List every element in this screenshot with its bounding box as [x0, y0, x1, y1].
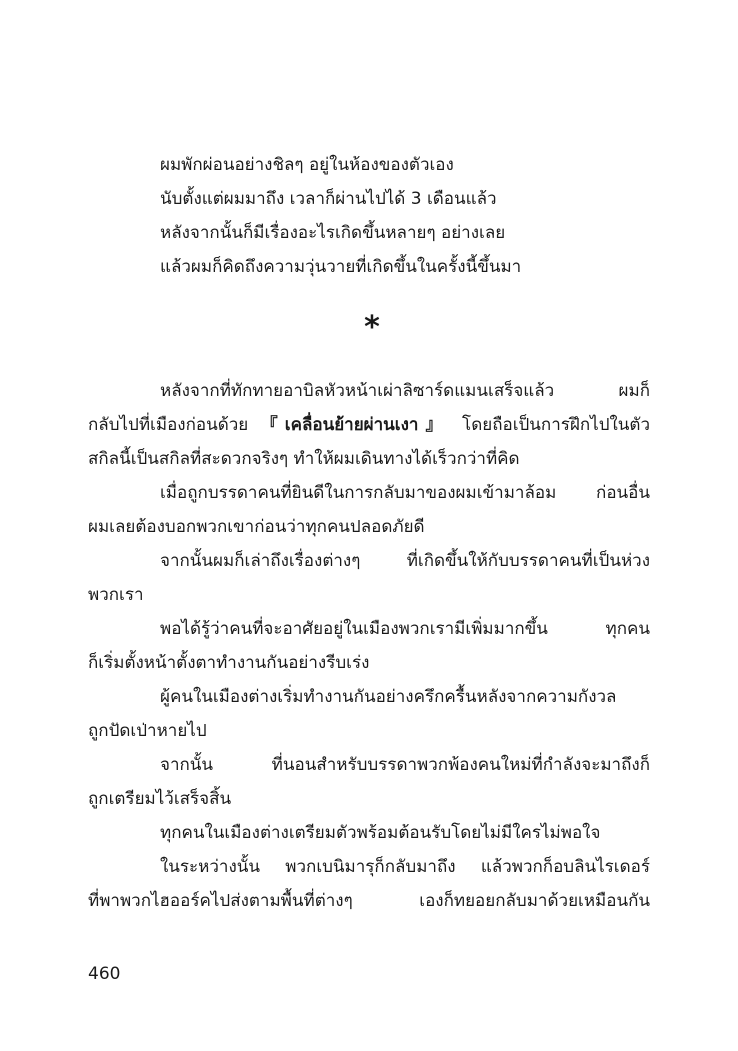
paragraph-line: ถูกเตรียมไว้เสร็จสิ้น — [88, 789, 232, 809]
body-text — [88, 374, 650, 918]
paragraph-line: ผู้คนในเมืองต่างเริ่มทำงานกันอย่างครึกครื้นหลังจากความกังวล — [160, 687, 617, 707]
paragraph-line: ในระหว่างนั้น พวกเบนิมารุก็กลับมาถึง แล้วพวกก็อบลินไรเดอร์ — [160, 857, 650, 877]
text-span: โดยถือเป็นการฝึกไปในตัว — [449, 415, 650, 435]
paragraph-line: หลังจากที่ทักทายอาบิลหัวหน้าเผ่าลิซาร์ดแมนเสร็จแล้ว ผมก็ — [160, 381, 650, 401]
paragraph-line: สกิลนี้เป็นสกิลที่สะดวกจริงๆ ทำให้ผมเดินทางได้เร็วกว่าที่คิด — [88, 449, 520, 469]
skill-name: 『เคลื่อนย้ายผ่านเงา』 — [260, 415, 450, 435]
paragraph-line — [88, 408, 650, 442]
intro-line: ผมพักผ่อนอย่างชิลๆ อยู่ในห้องของตัวเอง — [160, 155, 454, 175]
text-span: กลับไปที่เมืองก่อนด้วย — [88, 415, 261, 435]
intro-line: แล้วผมก็คิดถึงความวุ่นวายที่เกิดขึ้นในครั้งนี้ขึ้นมา — [160, 257, 522, 277]
intro-line: นับตั้งแต่ผมมาถึง เวลาก็ผ่านไปได้ 3 เดือนแล้ว — [160, 189, 497, 209]
section-separator: * — [364, 310, 380, 345]
intro-verse — [160, 148, 700, 284]
page-number: 460 — [88, 964, 121, 984]
paragraph-line: ทุกคนในเมืองต่างเตรียมตัวพร้อมต้อนรับโดยไม่มีใครไม่พอใจ — [160, 823, 601, 843]
paragraph-line: จากนั้น ที่นอนสำหรับบรรดาพวกพ้องคนใหม่ที่กำลังจะมาถึงก็ — [160, 755, 650, 775]
paragraph-line: เมื่อถูกบรรดาคนที่ยินดีในการกลับมาของผมเข้ามาล้อม ก่อนอื่น — [160, 483, 650, 503]
paragraph-line: ก็เริ่มตั้งหน้าตั้งตาทำงานกันอย่างรีบเร่ง — [88, 653, 370, 673]
intro-line: หลังจากนั้นก็มีเรื่องอะไรเกิดขึ้นหลายๆ อย่างเลย — [160, 223, 506, 243]
paragraph-line: พอได้รู้ว่าคนที่จะอาศัยอยู่ในเมืองพวกเรามีเพิ่มมากขึ้น ทุกคน — [160, 619, 650, 639]
paragraph-line: พวกเรา — [88, 585, 144, 605]
paragraph-line: ผมเลยต้องบอกพวกเขาก่อนว่าทุกคนปลอดภัยดี — [88, 517, 425, 537]
paragraph-line: จากนั้นผมก็เล่าถึงเรื่องต่างๆ ที่เกิดขึ้นให้กับบรรดาคนที่เป็นห่วง — [160, 551, 650, 571]
paragraph-line: ที่พาพวกไฮออร์คไปส่งตามพื้นที่ต่างๆ เองก็ทยอยกลับมาด้วยเหมือนกัน — [88, 891, 650, 911]
paragraph-line: ถูกปัดเป่าหายไป — [88, 721, 207, 741]
